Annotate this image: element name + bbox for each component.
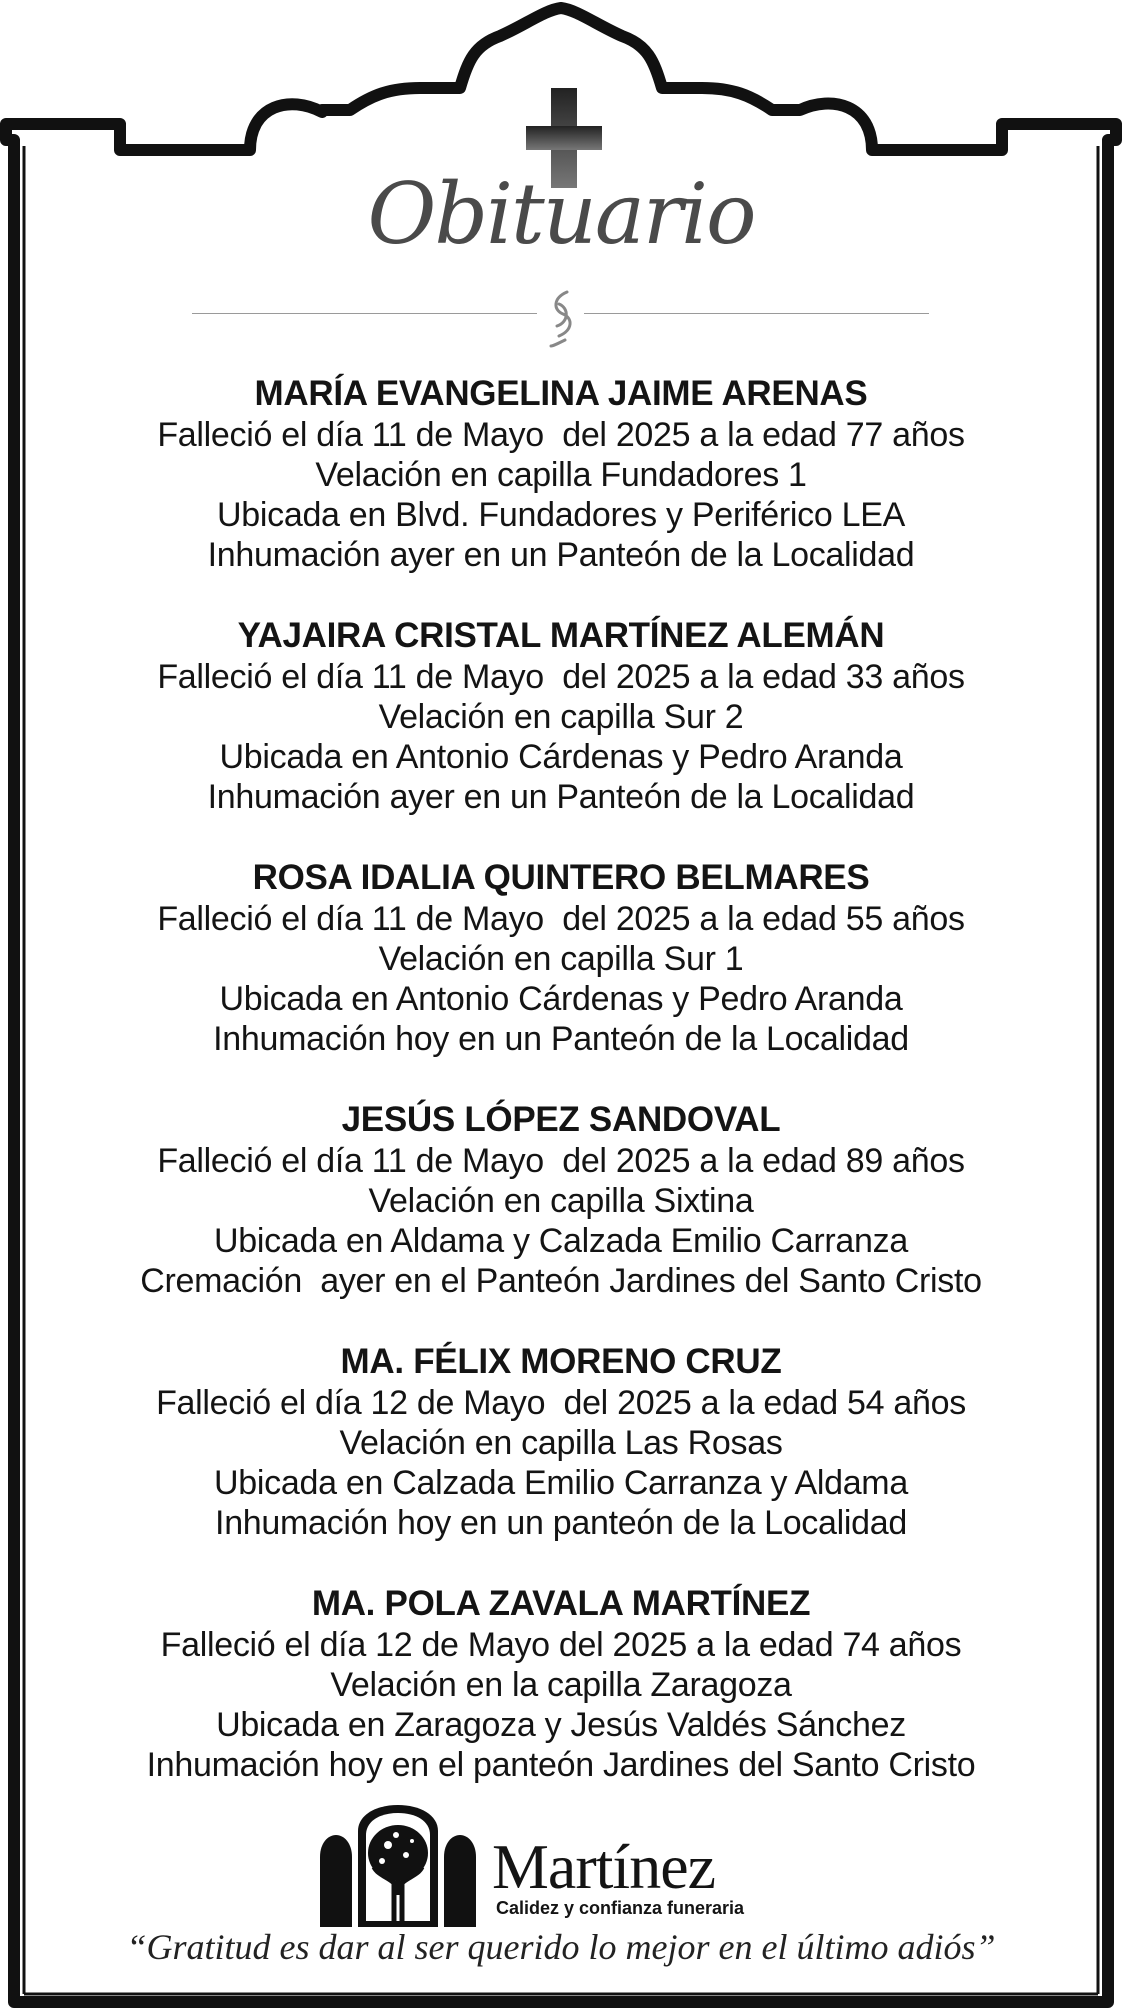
arches-tree-logo-icon (318, 1805, 478, 1927)
obituary-entry (0, 1099, 1122, 1301)
death-date-line: Falleció el día 12 de Mayo del 2025 a la edad 74 años (160, 1626, 962, 1664)
divider-right (584, 313, 929, 314)
death-date-line: Falleció el día 12 de Mayo del 2025 a la edad 54 años (156, 1384, 966, 1422)
wake-chapel-line: Velación en capilla Las Rosas (339, 1424, 783, 1462)
page-title: Obituario (367, 165, 755, 263)
burial-line: Inhumación ayer en un Panteón de la Localidad (207, 536, 915, 574)
location-line: Ubicada en Calzada Emilio Carranza y Aldama (214, 1464, 908, 1502)
location-line: Ubicada en Aldama y Calzada Emilio Carranza (214, 1222, 908, 1260)
location-line: Ubicada en Antonio Cárdenas y Pedro Aranda (219, 980, 903, 1018)
cremation-line: Cremación ayer en el Panteón Jardines del Santo Cristo (140, 1262, 982, 1300)
deceased-name: YAJAIRA CRISTAL MARTÍNEZ ALEMÁN (237, 616, 885, 655)
wake-chapel-line: Velación en capilla Sur 1 (378, 940, 744, 978)
obituary-list (0, 373, 1122, 1825)
brand-tagline: Calidez y confianza funeraria (496, 1898, 745, 1918)
obituary-entry (0, 1583, 1122, 1785)
location-line: Ubicada en Blvd. Fundadores y Periférico LEA (217, 496, 905, 534)
deceased-name: MA. FÉLIX MORENO CRUZ (340, 1342, 782, 1381)
burial-line: Inhumación hoy en un Panteón de la Localidad (213, 1020, 909, 1058)
deceased-name: ROSA IDALIA QUINTERO BELMARES (252, 858, 870, 897)
deceased-name: MA. POLA ZAVALA MARTÍNEZ (311, 1584, 811, 1623)
wake-chapel-line: Velación en capilla Sixtina (368, 1182, 754, 1220)
swirl-ornament-icon (547, 288, 577, 348)
brand-name: Martínez (492, 1831, 715, 1902)
obituary-entry (0, 1341, 1122, 1543)
deceased-name: MARÍA EVANGELINA JAIME ARENAS (254, 374, 868, 413)
obituary-entry (0, 857, 1122, 1059)
obituary-entry (0, 615, 1122, 817)
burial-line: Inhumación hoy en un panteón de la Localidad (215, 1504, 907, 1542)
burial-line: Inhumación ayer en un Panteón de la Localidad (207, 778, 915, 816)
slogan: “Gratitud es dar al ser querido lo mejor en el último adiós” (126, 1927, 996, 1967)
location-line: Ubicada en Antonio Cárdenas y Pedro Aranda (219, 738, 903, 776)
death-date-line: Falleció el día 11 de Mayo del 2025 a la edad 33 años (157, 658, 965, 696)
location-line: Ubicada en Zaragoza y Jesús Valdés Sánchez (216, 1706, 906, 1744)
death-date-line: Falleció el día 11 de Mayo del 2025 a la edad 55 años (157, 900, 965, 938)
deceased-name: JESÚS LÓPEZ SANDOVAL (341, 1100, 781, 1139)
death-date-line: Falleció el día 11 de Mayo del 2025 a la edad 89 años (157, 1142, 965, 1180)
burial-line: Inhumación hoy en el panteón Jardines del Santo Cristo (146, 1746, 976, 1784)
wake-chapel-line: Velación en la capilla Zaragoza (330, 1666, 792, 1704)
death-date-line: Falleció el día 11 de Mayo del 2025 a la edad 77 años (157, 416, 965, 454)
wake-chapel-line: Velación en capilla Fundadores 1 (315, 456, 807, 494)
wake-chapel-line: Velación en capilla Sur 2 (378, 698, 744, 736)
divider-left (192, 313, 537, 314)
obituary-entry (0, 373, 1122, 575)
